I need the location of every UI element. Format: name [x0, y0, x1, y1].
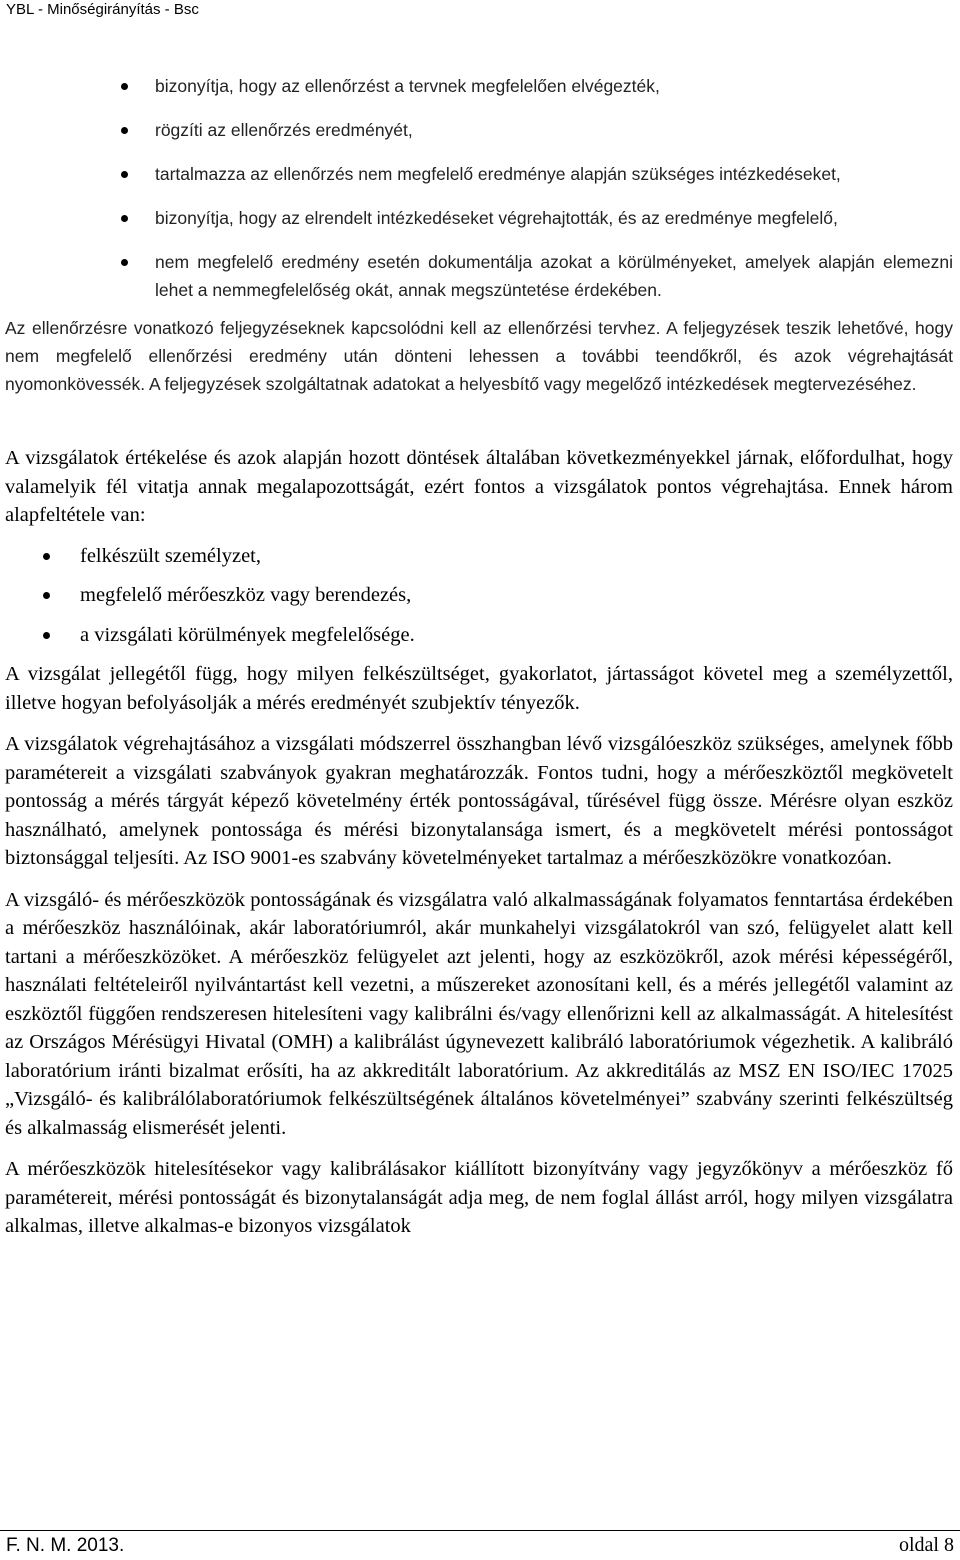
page-footer	[0, 1530, 960, 1560]
bullet-icon	[121, 127, 128, 134]
paragraph-tests: A vizsgálatok értékelése és azok alapján hozott döntések általában következményekkel járnak, előfordulhat, hogy valamelyik fél vitatja annak megalapozottságát, ezért fontos a vizsgálatok pontos végrehajtása. Ennek három alapfeltétele van:	[5, 447, 953, 526]
condition-bullet-list	[5, 542, 953, 650]
paragraph-nature: A vizsgálat jellegétől függ, hogy milyen felkészültséget, gyakorlatot, jártasságot követel meg a személyzettől, illetve hogyan befolyásolják a mérés eredményét szubjektív tényezők.	[5, 663, 953, 714]
list-item: felkészült személyzet,	[5, 542, 953, 571]
bullet-icon	[121, 83, 128, 90]
list-item: rögzíti az ellenőrzés eredményét,	[5, 116, 953, 144]
list-item: a vizsgálati körülmények megfelelősége.	[5, 621, 953, 650]
bullet-icon	[121, 171, 128, 178]
page-number: oldal 8	[899, 1534, 954, 1556]
list-item: tartalmazza az ellenőrzés nem megfelelő eredménye alapján szükséges intézkedéseket,	[5, 160, 953, 188]
bullet-icon	[43, 632, 50, 639]
spacer	[5, 398, 953, 444]
bullet-icon	[43, 592, 50, 599]
list-item: nem megfelelő eredmény esetén dokumentálja azokat a körülményeket, amelyek alapján elemezni lehet a nemmegfelelőség okát, annak megszüntetése érdekében.	[5, 248, 953, 304]
record-bullet-list	[5, 72, 953, 304]
list-item: bizonyítja, hogy az elrendelt intézkedéseket végrehajtották, és az eredménye megfelelő,	[5, 204, 953, 232]
list-item: bizonyítja, hogy az ellenőrzést a tervnek megfelelően elvégezték,	[5, 72, 953, 100]
list-item: megfelelő mérőeszköz vagy berendezés,	[5, 581, 953, 610]
paragraph-certificate: A mérőeszközök hitelesítésekor vagy kalibrálásakor kiállított bizonyítvány vagy jegyzőkönyv a mérőeszköz fő paramétereit, mérési pontosságát és bizonytalanságát adja meg, de nem foglal állást arról, hogy milyen vizsgálatra alkalmas, illetve alkalmas-e bizonyos vizsgálatok	[5, 1158, 953, 1237]
paragraph-execution: A vizsgálatok végrehajtásához a vizsgálati módszerrel összhangban lévő vizsgálóeszköz szükséges, amelynek főbb paramétereit a vizsgálati szabványok gyakran meghatározzák. Fontos tudni, hogy a mérőeszköztől megkövetelt pontosság a mérés tárgyát képező követelmény érték pontosságával, tűrésével függ össze. Mérésre olyan eszköz használható, amelynek pontossága és mérési bizonytalansága ismert, és a megkövetelt mérési pontosságot biztonsággal teljesíti. Az ISO 9001-es szabvány követelményeket tartalmaz a mérőeszközökre vonatkozóan.	[5, 733, 953, 869]
bullet-icon	[121, 259, 128, 266]
paragraph-maintenance: A vizsgáló- és mérőeszközök pontosságának és vizsgálatra való alkalmasságának folyamatos fenntartása érdekében a mérőeszköz használóinak, akár laboratóriumról, akár munkahelyi vizsgálatokról van szó, felügyelet alatt kell tartani a mérőeszközöket. A mérőeszköz felügyelet azt jelenti, hogy az eszközökről, azok mérési képességéről, használati feltételeiről nyilvántartást kell vezetni, a műszereket azonosítani kell, és a mérés jellegétől valamint az eszköztől függően rendszeresen hitelesíteni vagy kalibrálni és/vagy ellenőrizni kell az alkalmasságát. A hitelesítést az Országos Mérésügyi Hivatal (OMH) a kalibrálást úgynevezett kalibráló laboratóriumok végezhetik. A kalibráló laboratórium iránti bizalmat erősíti, ha az akkreditált laboratórium. Az akkreditálás az MSZ EN ISO/IEC 17025 „Vizsgáló- és kalibrálólaboratóriumok felkészültségének általános követelményei” szabvány szerinti felkészültség és alkalmasság elismerését jelenti.	[5, 888, 953, 1139]
page-header: YBL - Minőségirányítás - Bsc	[6, 1, 199, 18]
bullet-icon	[121, 215, 128, 222]
document-body	[5, 72, 953, 1241]
footer-author-year: F. N. M. 2013.	[6, 1535, 125, 1556]
bullet-icon	[43, 553, 50, 560]
paragraph-records: Az ellenőrzésre vonatkozó feljegyzéseknek kapcsolódni kell az ellenőrzési tervhez. A feljegyzések teszik lehetővé, hogy nem megfelelő ellenőrzési eredmény után dönteni lehessen a további teendőkről, és azok végrehajtását nyomonkövessék. A feljegyzések szolgáltatnak adatokat a helyesbítő vagy megelőző intézkedések megtervezéséhez.	[5, 318, 953, 394]
